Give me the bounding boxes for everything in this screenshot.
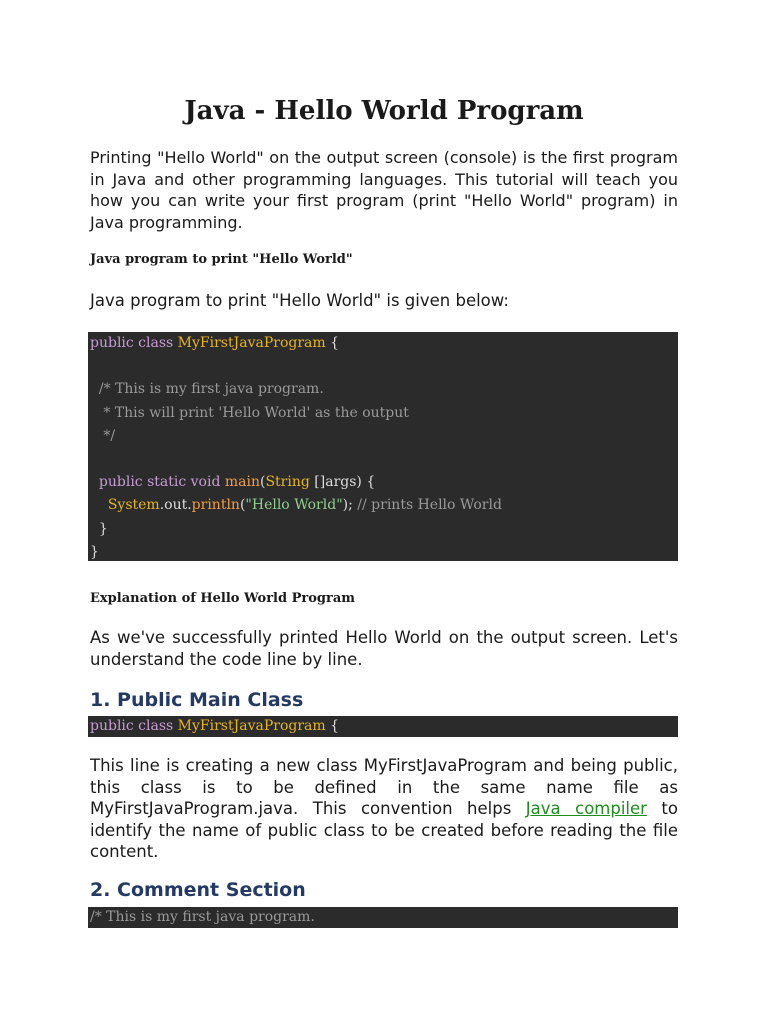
java-compiler-link[interactable]: Java compiler: [525, 799, 647, 818]
code-line-1: public class MyFirstJavaProgram {: [90, 335, 340, 351]
section1-paragraph: This line is creating a new class MyFirstJavaProgram and being public, this class is to be defined in the same name file as MyFirstJavaProgram.java. This convention helps Java compiler to identify the name of public class to be created before reading the file content.: [90, 756, 678, 861]
code-line-7: public static void main(String []args) {: [98, 474, 376, 491]
code-line-6: [90, 448, 678, 471]
code-line-3: /* This is my first java program.: [90, 381, 324, 398]
page-title: Java - Hello World Program: [184, 96, 584, 126]
code-strip-public-class: public class MyFirstJavaProgram {: [88, 716, 678, 737]
code-strip-comment: /* This is my first java program.: [88, 907, 678, 928]
code-block: [88, 332, 678, 561]
code-line-2: [90, 355, 678, 378]
code-line-9: }: [90, 520, 108, 537]
explanation-intro-paragraph: As we've successfully printed Hello World on the output screen. Let's understand the code line by line.: [90, 628, 678, 669]
code-line-8: System.out.println("Hello World"); // prints Hello World: [107, 497, 502, 514]
subhead-explanation: Explanation of Hello World Program: [90, 591, 356, 606]
subhead-program: Java program to print "Hello World": [90, 252, 353, 267]
section-heading-public-main-class: 1. Public Main Class: [90, 689, 304, 711]
intro-paragraph: Printing "Hello World" on the output screen (console) is the first program in Java and other programming languages. This tutorial will teach you how you can write your first program (print "Hello World" program) in Java programming.: [90, 148, 678, 232]
section-heading-comment-section: 2. Comment Section: [90, 879, 306, 901]
code-line-10: }: [90, 543, 99, 560]
code-line-4: * This will print 'Hello World' as the output: [90, 404, 409, 421]
program-intro-paragraph: Java program to print "Hello World" is given below:: [90, 291, 509, 310]
code-line-5: */: [90, 427, 116, 444]
